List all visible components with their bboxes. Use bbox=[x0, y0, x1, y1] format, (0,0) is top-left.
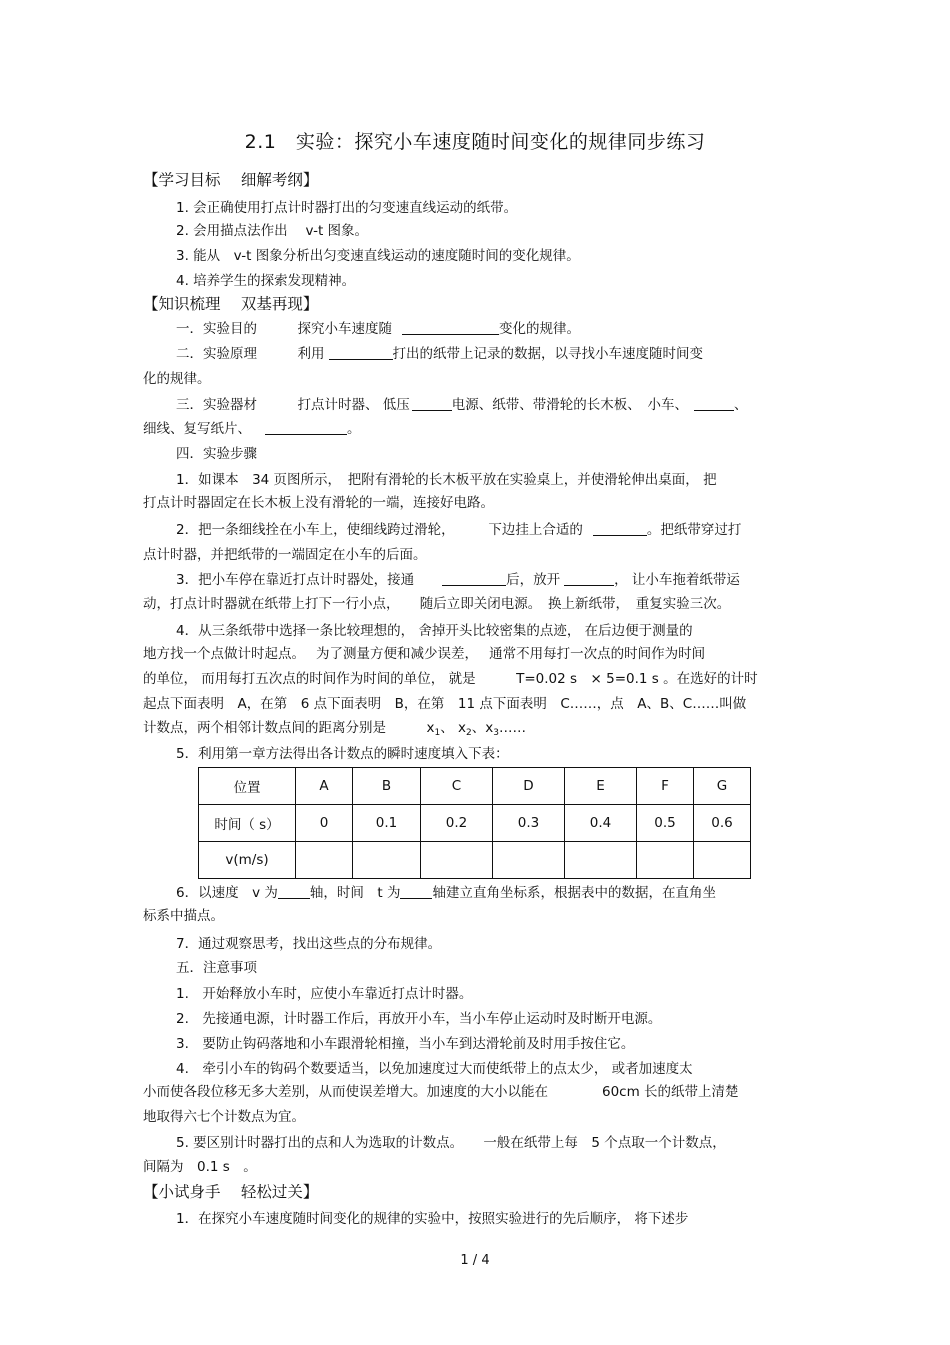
subheading-notes: 五．注意事项 bbox=[176, 960, 257, 976]
step-text: 5．利用第一章方法得出各计数点的瞬时速度填入下表： bbox=[176, 746, 509, 762]
note-text: 2. 先接通电源，计时器工作后，再放开小车，当小车停止运动时及时断开电源。 bbox=[176, 1011, 662, 1027]
table-cell-empty bbox=[296, 842, 353, 879]
note-text: 地取得六七个计数点为宜。 bbox=[143, 1109, 305, 1125]
step-text: 的单位， 而用每打五次点的时间作为时间的单位， 就是 T=0.02 s × 5=0.1 s 。在选好的计时 bbox=[143, 671, 758, 687]
step-text: 6．以速度 v 为 轴，时间 t 为 轴建立直角坐标系，根据表中的数据，在直角坐 bbox=[176, 885, 716, 901]
text-line: 细线、复写纸片、 。 bbox=[143, 421, 361, 437]
table-cell: B bbox=[353, 768, 421, 805]
note-text: 4. 牵引小车的钩码个数要适当，以免加速度过大而使纸带上的点太少， 或者加速度太 bbox=[176, 1061, 693, 1077]
table-cell: 0.5 bbox=[637, 805, 694, 842]
experiment-equipment: 三．实验器材 打点计时器、 低压 电源、纸带、带滑轮的长木板、 小车、 、 bbox=[176, 397, 748, 413]
table-cell: 0.3 bbox=[493, 805, 565, 842]
velocity-table bbox=[198, 767, 751, 879]
step-text: 3．把小车停在靠近打点计时器处，接通 后，放开 ， 让小车拖着纸带运 bbox=[176, 572, 740, 588]
table-header-cell: 时间（ s） bbox=[199, 805, 296, 842]
table-cell: 0.2 bbox=[421, 805, 493, 842]
table-cell-empty bbox=[565, 842, 637, 879]
section-heading-goals: 【学习目标 细解考纲】 bbox=[143, 171, 319, 189]
step-text: 地方找一个点做计时起点。 为了测量方便和减少误差， 通常不用每打一次点的时间作为时间 bbox=[143, 646, 706, 662]
blank-field bbox=[329, 345, 393, 360]
table-row bbox=[199, 768, 751, 805]
table-cell-empty bbox=[637, 842, 694, 879]
blank-field bbox=[265, 420, 347, 435]
table-cell-empty bbox=[493, 842, 565, 879]
step-text: 2．把一条细线拴在小车上，使细线跨过滑轮， 下边挂上合适的 。把纸带穿过打 bbox=[176, 522, 742, 538]
goal-item: 4. 培养学生的探索发现精神。 bbox=[176, 273, 356, 289]
table-cell-empty bbox=[353, 842, 421, 879]
step-text: 点计时器，并把纸带的一端固定在小车的后面。 bbox=[143, 547, 427, 563]
table-cell: A bbox=[296, 768, 353, 805]
note-text: 5. 要区别计时器打出的点和人为选取的计数点。 一般在纸带上每 5 个点取一个计数点， bbox=[176, 1135, 726, 1151]
table-row bbox=[199, 805, 751, 842]
table-cell-empty bbox=[421, 842, 493, 879]
step-text: 4．从三条纸带中选择一条比较理想的， 舍掉开头比较密集的点迹， 在后边便于测量的 bbox=[176, 623, 693, 639]
table-cell: 0.6 bbox=[694, 805, 751, 842]
blank-field bbox=[412, 396, 452, 411]
table-cell: 0.4 bbox=[565, 805, 637, 842]
step-text: 1．如课本 34 页图所示， 把附有滑轮的长木板平放在实验桌上，并使滑轮伸出桌面， 把 bbox=[176, 472, 717, 488]
blank-field bbox=[442, 571, 506, 586]
blank-field bbox=[593, 521, 647, 536]
step-text: 动，打点计时器就在纸带上打下一行小点， 随后立即关闭电源。 换上新纸带， 重复实验三次。 bbox=[143, 596, 731, 612]
question-text: 1．在探究小车速度随时间变化的规律的实验中，按照实验进行的先后顺序， 将下述步 bbox=[176, 1211, 689, 1227]
step-text: 计数点，两个相邻计数点间的距离分别是 $x_1$、 $x_2$、$x_3\dots\dots$ bbox=[143, 720, 526, 738]
goal-item: 1. 会正确使用打点计时器打出的匀变速直线运动的纸带。 bbox=[176, 200, 518, 216]
blank-field bbox=[402, 320, 499, 335]
subheading-steps: 四．实验步骤 bbox=[176, 446, 257, 462]
step-text: 标系中描点。 bbox=[143, 908, 224, 924]
page-title: 2.1 实验：探究小车速度随时间变化的规律同步练习 bbox=[244, 131, 706, 153]
note-text: 小而使各段位移无多大差别，从而使误差增大。加速度的大小以能在 60cm 长的纸带上清楚 bbox=[143, 1084, 739, 1100]
step-text: 7．通过观察思考，找出这些点的分布规律。 bbox=[176, 936, 442, 952]
blank-field bbox=[564, 571, 614, 586]
step-text: 起点下面表明 A，在第 6 点下面表明 B，在第 11 点下面表明 C……，点 A、B、C……叫做 bbox=[143, 696, 747, 712]
table-row bbox=[199, 842, 751, 879]
note-text: 3. 要防止钩码落地和小车跟滑轮相撞，当小车到达滑轮前及时用手按住它。 bbox=[176, 1036, 635, 1052]
table-cell: F bbox=[637, 768, 694, 805]
note-text: 间隔为 0.1 s 。 bbox=[143, 1159, 257, 1175]
table-cell: 0 bbox=[296, 805, 353, 842]
blank-field bbox=[400, 884, 432, 899]
table-cell-empty bbox=[694, 842, 751, 879]
table-cell: C bbox=[421, 768, 493, 805]
page-number: 1 / 4 bbox=[460, 1253, 490, 1268]
table-header-cell: v(m/s) bbox=[199, 842, 296, 879]
experiment-purpose: 一．实验目的 探究小车速度随 变化的规律。 bbox=[176, 321, 580, 337]
goal-item: 2. 会用描点法作出 v-t 图象。 bbox=[176, 223, 369, 239]
note-text: 1. 开始释放小车时，应使小车靠近打点计时器。 bbox=[176, 986, 473, 1002]
table-cell: D bbox=[493, 768, 565, 805]
goal-item: 3. 能从 v-t 图象分析出匀变速直线运动的速度随时间的变化规律。 bbox=[176, 248, 580, 264]
table-cell: G bbox=[694, 768, 751, 805]
table-cell: E bbox=[565, 768, 637, 805]
blank-field bbox=[278, 884, 310, 899]
blank-field bbox=[694, 396, 734, 411]
table-header-cell: 位置 bbox=[199, 768, 296, 805]
experiment-principle: 二．实验原理 利用 打出的纸带上记录的数据，以寻找小车速度随时间变 bbox=[176, 346, 703, 362]
section-heading-knowledge: 【知识梳理 双基再现】 bbox=[143, 295, 319, 313]
step-text: 打点计时器固定在长木板上没有滑轮的一端，连接好电路。 bbox=[143, 495, 494, 511]
text-line: 化的规律。 bbox=[143, 371, 211, 387]
section-heading-practice: 【小试身手 轻松过关】 bbox=[143, 1183, 319, 1201]
table-cell: 0.1 bbox=[353, 805, 421, 842]
